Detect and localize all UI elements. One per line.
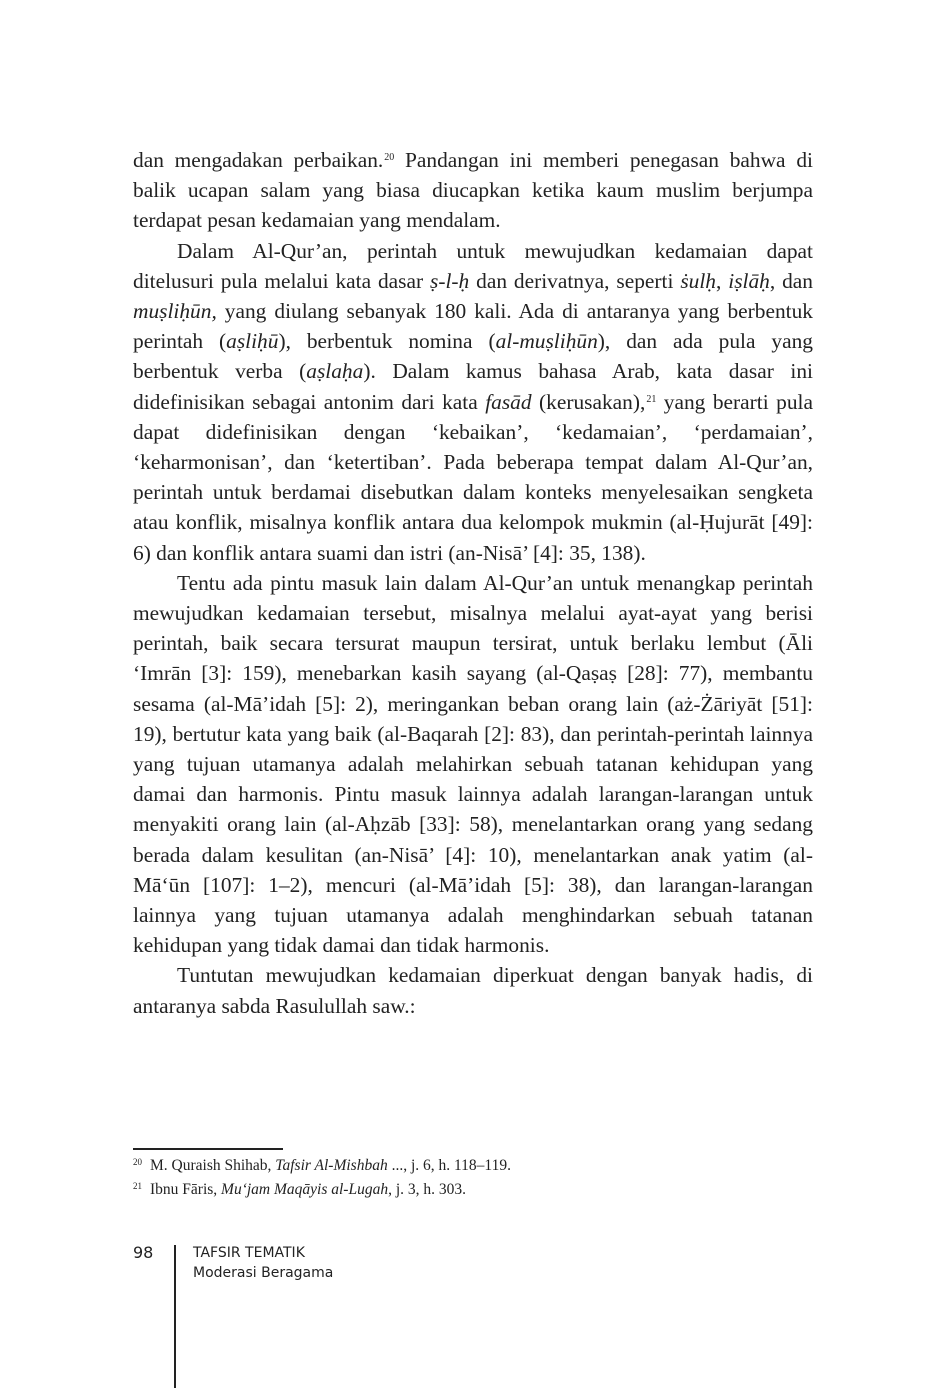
- main-text: [133, 145, 813, 1021]
- series-title: TAFSIR TEMATIK: [193, 1245, 305, 1261]
- italic-term: ṡulḥ: [680, 268, 717, 293]
- italic-term: al-muṣliḥūn: [495, 329, 598, 354]
- italic-term: aṣliḥū: [226, 329, 279, 354]
- footnote-ref-21[interactable]: 21: [646, 393, 657, 405]
- paragraph: dan mengadakan perbaikan.$^{20}$ Pandangan ini memberi penegasan bahwa di balik ucapan salam yang biasa diucapkan ketika kaum muslim berjumpa terdapat pesan kedamaian yang mendalam.: [133, 148, 813, 233]
- running-footer: [193, 1243, 333, 1283]
- footnote-title: Mu‘jam Maqāyis al-Lugah: [221, 1181, 389, 1198]
- italic-term: iṣlāḥ: [728, 268, 770, 293]
- footnote-21: $^{21}$ Ibnu Fāris, Mu‘jam Maqāyis al-Lugah, j. 3, h. 303.: [133, 1181, 467, 1198]
- paragraph: Dalam Al-Qur’an, perintah untuk mewujudkan kedamaian dapat ditelusuri pula melalui kata dasar ṣ-l-ḥ dan derivatnya, seperti ṡulḥ, iṣlāḥ, dan muṣliḥūn, yang diulang sebanyak 180 kali. Ada di antaranya yang berbentuk perintah (aṣliḥū), berbentuk nomina (al-muṣliḥūn), dan ada pula yang berbentuk verba (aṣlaḥa). Dalam kamus bahasa Arab, kata dasar ini didefinisikan sebagai antonim dari kata fasād (kerusakan),$^{21}$ yang berarti pula dapat didefinisikan dengan ‘kebaikan’, ‘kedamaian’, ‘perdamaian’, ‘keharmonisan’, dan ‘ketertiban’. Pada beberapa tempat dalam Al-Qur’an, perintah untuk berdamai disebutkan dalam konteks menyelesaikan sengketa atau konflik, misalnya konflik antara dua kelompok mukmin (al-Ḥujurāt [49]: 6) dan konflik antara suami dan istri (an-Nisā’ [4]: 35, 138).: [133, 238, 814, 565]
- footnote-number: 20: [133, 1157, 142, 1167]
- footer-divider: [174, 1245, 176, 1388]
- paragraph: Tentu ada pintu masuk lain dalam Al-Qur’an untuk menangkap perintah mewujudkan kedamaian tersebut, misalnya melalui ayat-ayat yang berisi perintah, baik secara tersurat maupun tersirat, untuk berlaku lembut (Āli ‘Imrān [3]: 159), menebarkan kasih sayang (al-Qaṣaṣ [28]: 77), membantu sesama (al-Mā’idah [5]: 2), meringankan beban orang lain (aż-Żāriyāt [51]: 19), bertutur kata yang baik (al-Baqarah [2]: 83), dan perintah-perintah lainnya yang tujuan utamanya adalah melahirkan sebuah tatanan kehidupan yang damai dan harmonis. Pintu masuk lainnya adalah larangan-larangan untuk menyakiti orang lain (al-Aḥzāb [33]: 58), menelantarkan orang yang sedang berada dalam kesulitan (an-Nisā’ [4]: 10), menelantarkan anak yatim (al-Mā‘ūn [107]: 1–2), mencuri (al-Mā’idah [5]: 38), dan larangan-larangan lainnya yang tujuan utamanya adalah menghindarkan sebuah tatanan kehidupan yang tidak damai dan tidak harmonis.: [133, 570, 813, 958]
- italic-term: fasād: [485, 389, 532, 414]
- footnote-divider: [133, 1148, 283, 1150]
- footnote-title: Tafsir Al-Mishbah: [275, 1157, 388, 1174]
- footnote-20: $^{20}$ M. Quraish Shihab, Tafsir Al-Mishbah ..., j. 6, h. 118–119.: [133, 1157, 511, 1174]
- page-number: 98: [133, 1243, 154, 1262]
- footnotes: [133, 1154, 813, 1202]
- paragraph: Tuntutan mewujudkan kedamaian diperkuat dengan banyak hadis, di antaranya sabda Rasulullah saw.:: [133, 963, 813, 1018]
- italic-term: aṣlaḥa: [306, 359, 364, 384]
- footnote-number: 21: [133, 1181, 142, 1191]
- footnote-ref-20[interactable]: 20: [384, 152, 395, 163]
- book-title: Moderasi Beragama: [193, 1265, 334, 1281]
- italic-term: ṣ-l-ḥ: [430, 268, 470, 293]
- italic-term: muṣliḥūn,: [133, 299, 217, 324]
